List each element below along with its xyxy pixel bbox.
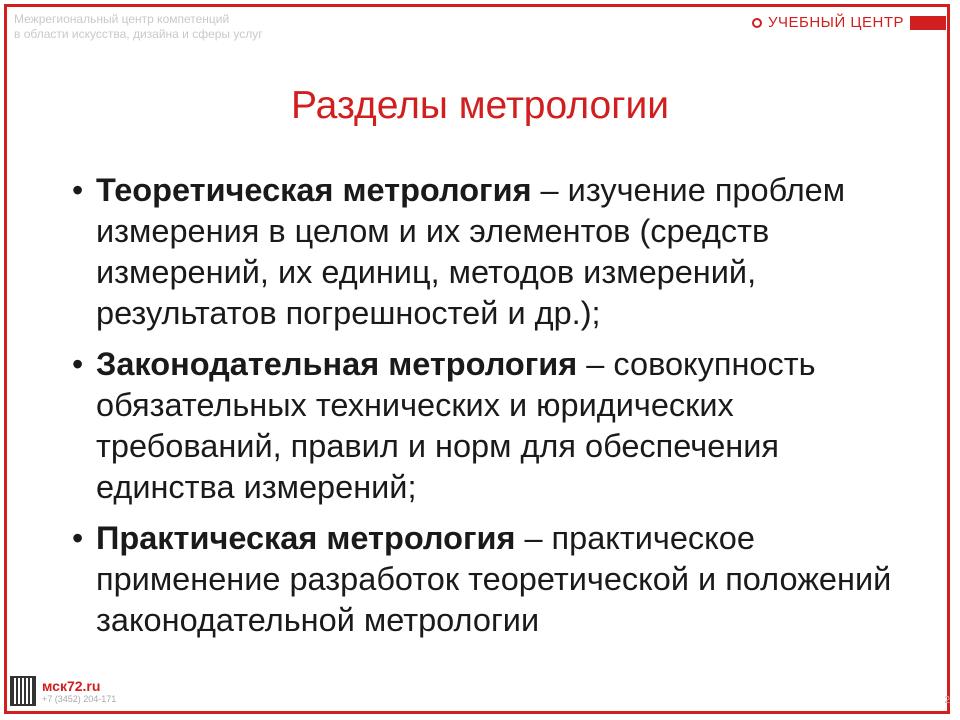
- term-legislative: Законодательная метрология: [96, 346, 578, 382]
- slide-title: Разделы метрологии: [290, 84, 670, 127]
- organization-header: [14, 12, 263, 42]
- bullet-icon: •: [72, 346, 84, 382]
- page-number: 2: [944, 695, 950, 706]
- footer-contact: [42, 678, 116, 704]
- term-practical: Практическая метрология: [96, 520, 516, 556]
- brand-circle-icon: [752, 18, 762, 28]
- definition-practical: – практическое применение разработок теоретической и положений законодательной метрологии: [96, 520, 892, 638]
- list-item-legislative: [72, 344, 892, 508]
- bullet-icon: •: [72, 172, 84, 208]
- footer-phone: +7 (3452) 204-171: [42, 694, 117, 704]
- definition-theoretical: – изучение проблем измерения в целом и их элементов (средств измерений, их единиц, методов измерений, результатов погрешностей и др.);: [96, 172, 846, 331]
- org-line-1: Межрегиональный центр компетенций: [14, 12, 230, 26]
- footer-site-link[interactable]: мск72.ru: [42, 678, 101, 694]
- list-item-practical: [72, 518, 892, 641]
- brand-badge: [910, 16, 946, 30]
- definition-legislative: – совокупность обязательных технических и юридических требований, правил и норм для обеспечения единства измерений;: [96, 346, 816, 505]
- footer: [10, 676, 116, 706]
- list-item-theoretical: [72, 170, 892, 334]
- qr-code-icon: [10, 676, 36, 706]
- slide-content: [72, 170, 892, 651]
- org-line-2: в области искусства, дизайна и сферы услуг: [14, 27, 263, 41]
- brand-logo: [752, 14, 946, 31]
- brand-name: УЧЕБНЫЙ ЦЕНТР: [767, 14, 904, 31]
- bullet-icon: •: [72, 520, 84, 556]
- term-theoretical: Теоретическая метрология: [96, 172, 532, 208]
